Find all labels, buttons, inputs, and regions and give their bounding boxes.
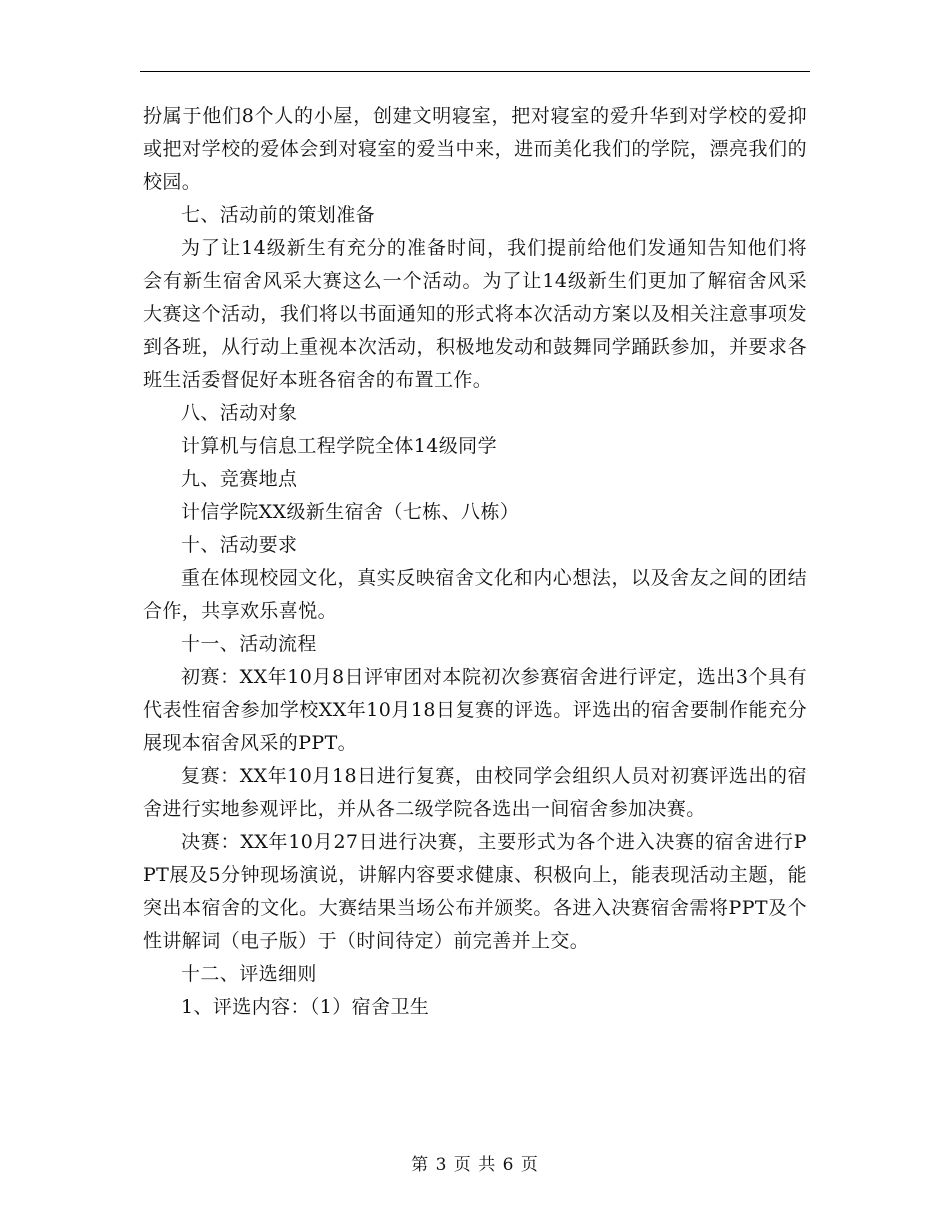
paragraph: 复赛：XX年10月18日进行复赛，由校同学会组织人员对初赛评选出的宿舍进行实地参观评比，并从各二级学院各选出一间宿舍参加决赛。: [143, 765, 807, 820]
paragraph: 八、活动对象: [181, 402, 298, 424]
paragraph: 计算机与信息工程学院全体14级同学: [181, 435, 497, 457]
paragraph: 十一、活动流程: [181, 633, 317, 655]
paragraph: 扮属于他们8个人的小屋，创建文明寝室，把对寝室的爱升华到对学校的爱抑或把对学校的爱体会到对寝室的爱当中来，进而美化我们的学院，漂亮我们的校园。: [143, 105, 807, 193]
paragraph: 决赛：XX年10月27日进行决赛，主要形式为各个进入决赛的宿舍进行PPT展及5分钟现场演说，讲解内容要求健康、积极向上，能表现活动主题，能突出本宿舍的文化。大赛结果当场公布并颁奖。各进入决赛宿舍需将PPT及个性讲解词（电子版）于（时间待定）前完善并上交。: [143, 831, 807, 952]
paragraph: 七、活动前的策划准备: [181, 204, 376, 226]
paragraph: 重在体现校园文化，真实反映宿舍文化和内心想法，以及舍友之间的团结合作，共享欢乐喜悦。: [143, 567, 807, 622]
paragraph: 十、活动要求: [181, 534, 298, 556]
paragraph: 九、竞赛地点: [181, 468, 298, 490]
paragraph: 为了让14级新生有充分的准备时间，我们提前给他们发通知告知他们将会有新生宿舍风采大赛这么一个活动。为了让14级新生们更加了解宿舍风采大赛这个活动，我们将以书面通知的形式将本次活动方案以及相关注意事项发到各班，从行动上重视本次活动，积极地发动和鼓舞同学踊跃参加，并要求各班生活委督促好本班各宿舍的布置工作。: [143, 237, 807, 391]
page-footer: 第 3 页 共 6 页: [411, 1155, 539, 1175]
header-rule: [140, 71, 810, 72]
paragraph: 1、评选内容：（1）宿舍卫生: [181, 996, 430, 1018]
paragraph: 初赛：XX年10月8日评审团对本院初次参赛宿舍进行评定，选出3个具有代表性宿舍参加学校XX年10月18日复赛的评选。评选出的宿舍要制作能充分展现本宿舍风采的PPT。: [143, 666, 807, 754]
paragraph: 计信学院XX级新生宿舍（七栋、八栋）: [181, 501, 520, 523]
paragraph: 十二、评选细则: [181, 963, 317, 985]
document-body: [143, 100, 807, 1024]
